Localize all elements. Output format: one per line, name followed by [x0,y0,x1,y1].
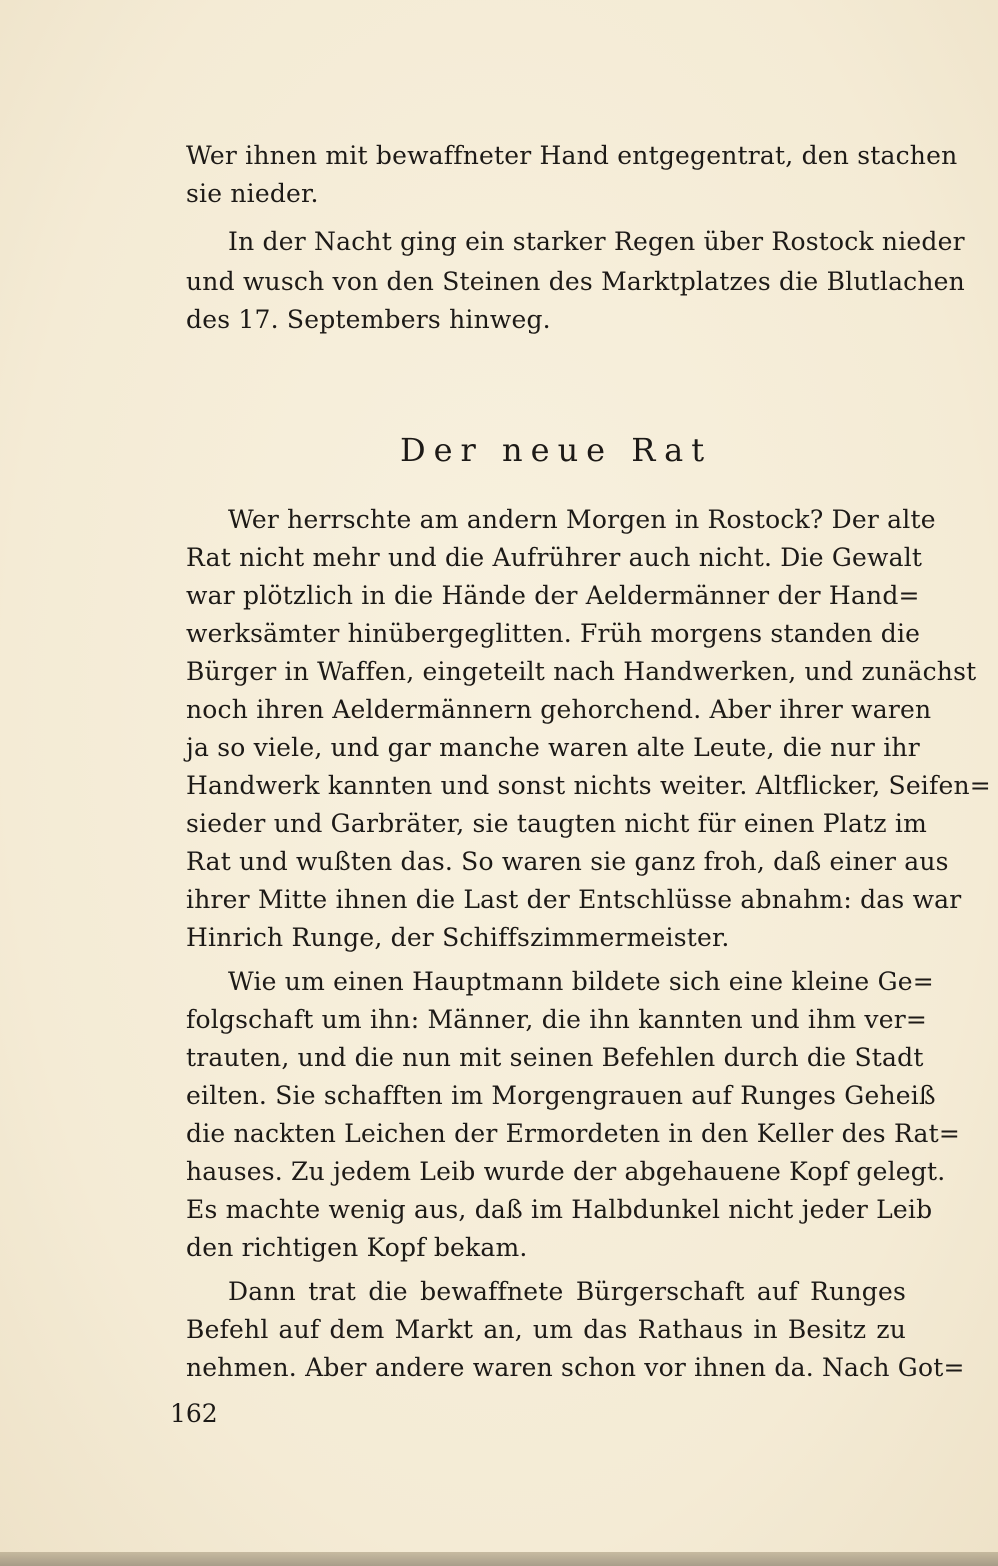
text-line: Wer herrschte am andern Morgen in Rostock? Der alte [228,505,936,534]
text-line: hauses. Zu jedem Leib wurde der abgehauene Kopf gelegt. [186,1157,946,1186]
text-line: Befehl auf dem Markt an, um das Rathaus in Besitz zu [186,1315,906,1344]
text-line: trauten, und die nun mit seinen Befehlen durch die Stadt [186,1043,924,1072]
text-line: In der Nacht ging ein starker Regen über Rostock nieder [228,227,965,256]
text-line: Handwerk kannten und sonst nichts weiter. Altflicker, Seifen= [186,771,991,800]
text-line: Dann trat die bewaffnete Bürgerschaft auf Runges [228,1277,906,1306]
text-line: Rat und wußten das. So waren sie ganz froh, daß einer aus [186,847,949,876]
text-line: sie nieder. [186,179,319,208]
text-line: werksämter hinübergeglitten. Früh morgens standen die [186,619,921,648]
top-text-block [186,136,965,336]
text-line: Rat nicht mehr und die Aufrührer auch nicht. Die Gewalt [186,543,923,572]
text-line: noch ihren Aeldermännern gehorchend. Aber ihrer waren [186,695,932,724]
section-title: Der neue Rat [399,431,713,469]
text-line: des 17. Septembers hinweg. [186,305,551,334]
text-line: sieder und Garbräter, sie taugten nicht für einen Platz im [186,809,927,838]
text-line: und wusch von den Steinen des Marktplatzes die Blutlachen [186,267,965,296]
text-line: Es machte wenig aus, daß im Halbdunkel nicht jeder Leib [186,1195,933,1224]
text-line: war plötzlich in die Hände der Aeldermänner der Hand= [186,581,920,610]
text-line: Bürger in Waffen, eingeteilt nach Handwerken, und zunächst [186,657,977,686]
text-line: ihrer Mitte ihnen die Last der Entschlüsse abnahm: das war [186,885,962,914]
page-bottom-edge [0,1552,998,1566]
text-line: eilten. Sie schafften im Morgengrauen auf Runges Geheiß [186,1081,936,1110]
text-line: folgschaft um ihn: Männer, die ihn kannten und ihm ver= [186,1005,928,1034]
text-line: nehmen. Aber andere waren schon vor ihnen da. Nach Got= [186,1353,965,1382]
text-line: Wie um einen Hauptmann bildete sich eine kleine Ge= [228,967,934,996]
text-line: Hinrich Runge, der Schiffszimmermeister. [186,923,730,952]
text-line: die nackten Leichen der Ermordeten in den Keller des Rat= [186,1119,961,1148]
text-line: Wer ihnen mit bewaffneter Hand entgegentrat, den stachen [186,141,958,170]
page-number: 162 [170,1399,218,1428]
section-body [186,500,991,1382]
text-line: ja so viele, und gar manche waren alte Leute, die nur ihr [186,733,920,762]
text-line: den richtigen Kopf bekam. [186,1233,528,1262]
